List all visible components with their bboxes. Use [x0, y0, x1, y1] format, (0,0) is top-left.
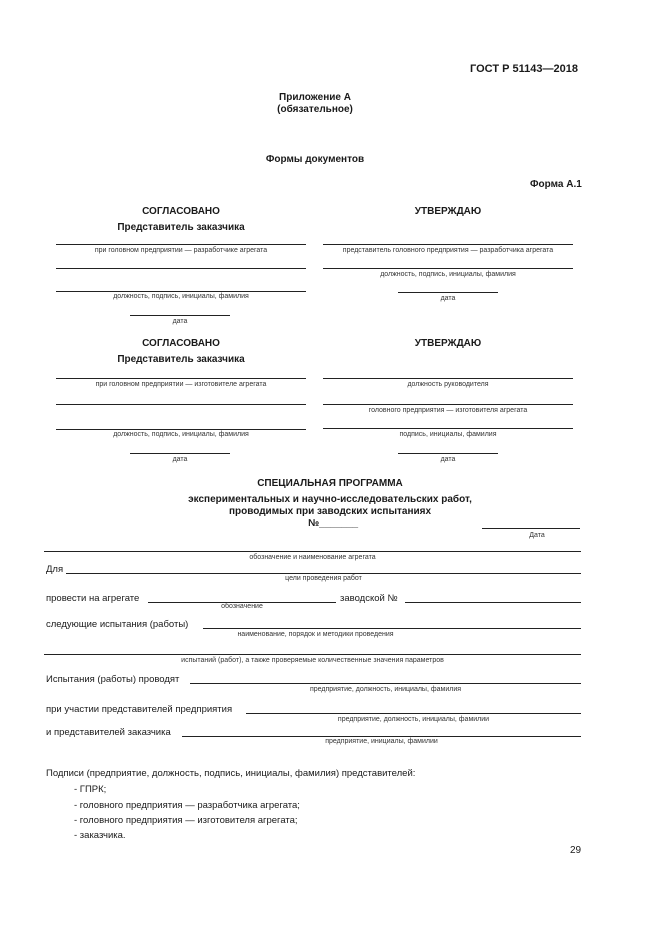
- appendix-subtitle: (обязательное): [277, 104, 353, 115]
- field-caption: должность, подпись, инициалы, фамилия: [113, 431, 249, 438]
- field-line[interactable]: [56, 429, 306, 430]
- signature-item: - ГПРК;: [74, 784, 107, 795]
- field-line[interactable]: [323, 404, 573, 405]
- approve-heading: УТВЕРЖДАЮ: [414, 206, 482, 217]
- field-line[interactable]: [323, 244, 573, 245]
- tests-field[interactable]: [203, 628, 581, 629]
- field-line[interactable]: [323, 378, 573, 379]
- serial-field[interactable]: [405, 602, 581, 603]
- field-line[interactable]: [56, 268, 306, 269]
- date-caption: дата: [440, 295, 456, 302]
- program-number: №_______: [308, 518, 359, 529]
- field-line[interactable]: [323, 428, 573, 429]
- conduct-label: провести на агрегате: [46, 593, 140, 604]
- field-line[interactable]: [323, 268, 573, 269]
- date-caption: дата: [440, 456, 456, 463]
- signatures-intro: Подписи (предприятие, должность, подпись, инициалы, фамилия) представителей:: [46, 768, 416, 779]
- aggregate-field[interactable]: [44, 551, 581, 552]
- field-line[interactable]: [56, 378, 306, 379]
- page-number: 29: [570, 845, 582, 856]
- field-caption: обозначение: [221, 603, 263, 610]
- field-line[interactable]: [56, 244, 306, 245]
- field-caption: наименование, порядок и методики проведения: [237, 631, 394, 638]
- standard-number: ГОСТ Р 51143—2018: [470, 63, 578, 75]
- params-field[interactable]: [44, 654, 581, 655]
- customer-rep-heading: Представитель заказчика: [117, 354, 245, 365]
- conducted-label: Испытания (работы) проводят: [46, 674, 180, 685]
- signature-item: - заказчика.: [74, 830, 126, 841]
- form-label: Форма А.1: [530, 179, 582, 190]
- customer-label: и представителей заказчика: [46, 727, 171, 738]
- date-caption: Дата: [529, 532, 545, 539]
- agreed-heading: СОГЛАСОВАНО: [142, 206, 220, 217]
- field-caption: головного предприятия — изготовителя агрегата: [368, 407, 528, 414]
- date-line[interactable]: [398, 292, 498, 293]
- field-caption: должность руководителя: [407, 381, 489, 388]
- signature-item: - головного предприятия — разработчика агрегата;: [74, 800, 300, 811]
- section-title: Формы документов: [265, 154, 365, 165]
- field-caption: цели проведения работ: [285, 575, 362, 582]
- date-line[interactable]: [482, 528, 580, 529]
- agreed-heading: СОГЛАСОВАНО: [142, 338, 220, 349]
- field-line[interactable]: [56, 404, 306, 405]
- field-caption: при головном предприятии — изготовителе агрегата: [95, 381, 267, 388]
- conductors-field[interactable]: [190, 683, 581, 684]
- participation-label: при участии представителей предприятия: [46, 704, 233, 715]
- field-caption: должность, подпись, инициалы, фамилия: [113, 293, 249, 300]
- field-caption: предприятие, инициалы, фамилии: [325, 738, 438, 745]
- field-caption: подпись, инициалы, фамилия: [399, 431, 497, 438]
- enterprise-reps-field[interactable]: [246, 713, 581, 714]
- field-caption: должность, подпись, инициалы, фамилия: [380, 271, 516, 278]
- field-caption: при головном предприятии — разработчике агрегата: [94, 247, 268, 254]
- date-caption: дата: [172, 456, 188, 463]
- date-caption: дата: [172, 318, 188, 325]
- field-line[interactable]: [56, 291, 306, 292]
- date-line[interactable]: [398, 453, 498, 454]
- program-title: СПЕЦИАЛЬНАЯ ПРОГРАММА: [257, 478, 403, 489]
- for-label: Для: [46, 564, 64, 575]
- serial-label: заводской №: [340, 593, 398, 604]
- program-subtitle-1: экспериментальных и научно-исследовательских работ,: [188, 494, 472, 505]
- goals-field[interactable]: [66, 573, 581, 574]
- date-line[interactable]: [130, 315, 230, 316]
- approve-heading: УТВЕРЖДАЮ: [414, 338, 482, 349]
- signature-item: - головного предприятия — изготовителя агрегата;: [74, 815, 298, 826]
- program-subtitle-2: проводимых при заводских испытаниях: [228, 506, 432, 517]
- appendix-title: Приложение А: [279, 92, 351, 103]
- date-line[interactable]: [130, 453, 230, 454]
- field-caption: испытаний (работ), а также проверяемые количественные значения параметров: [181, 657, 444, 664]
- field-caption: обозначение и наименование агрегата: [249, 554, 376, 561]
- field-caption: предприятие, должность, инициалы, фамилия: [309, 686, 462, 693]
- customer-rep-heading: Представитель заказчика: [117, 222, 245, 233]
- field-caption: предприятие, должность, инициалы, фамилии: [337, 716, 490, 723]
- tests-label: следующие испытания (работы): [46, 619, 189, 630]
- customer-reps-field[interactable]: [182, 736, 581, 737]
- field-caption: представитель головного предприятия — разработчика агрегата: [342, 247, 554, 254]
